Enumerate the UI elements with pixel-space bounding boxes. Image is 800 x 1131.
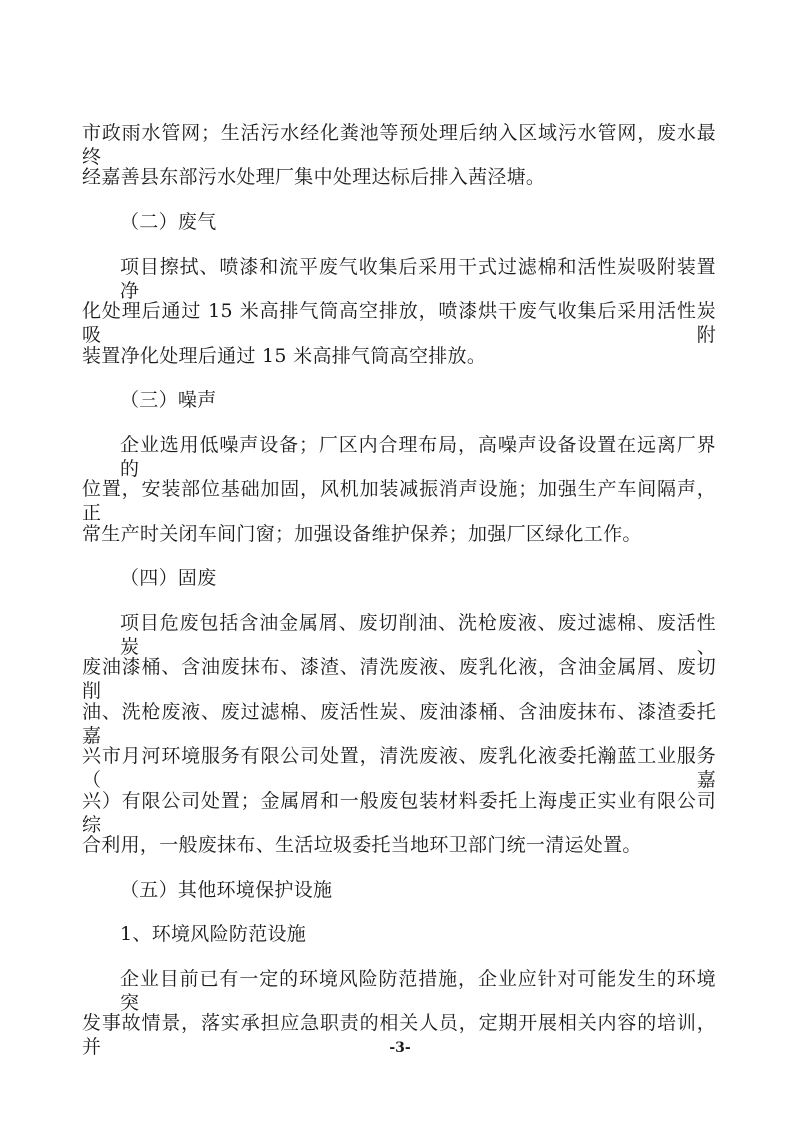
section-heading: （五）其他环境保护设施 (120, 879, 333, 901)
body-line: 企业目前已有一定的环境风险防范措施，企业应针对可能发生的环境突 (120, 968, 716, 1014)
body-line: 位置，安装部位基础加固，风机加装减振消声设施；加强生产车间隔声，正 (82, 478, 716, 524)
body-line: 市政雨水管网；生活污水经化粪池等预处理后纳入区域污水管网，废水最终 (82, 122, 716, 168)
body-line: 油、洗枪废液、废过滤棉、废活性炭、废油漆桶、含油废抹布、漆渣委托嘉 (82, 701, 716, 747)
body-line: 项目擦拭、喷漆和流平废气收集后采用干式过滤棉和活性炭吸附装置净 (120, 256, 716, 302)
body-line: 装置净化处理后通过 15 米高排气筒高空排放。 (82, 345, 487, 367)
page-number: -3- (389, 1040, 411, 1056)
section-heading: （三）噪声 (120, 389, 217, 411)
body-line: 经嘉善县东部污水处理厂集中处理达标后排入茜泾塘。 (82, 166, 546, 188)
subsection-heading: 1、环境风险防范设施 (120, 923, 307, 945)
body-line: 常生产时关闭车间门窗；加强设备维护保养；加强厂区绿化工作。 (82, 523, 642, 545)
body-line: 企业选用低噪声设备；厂区内合理布局，高噪声设备设置在远离厂界的 (120, 434, 716, 480)
body-line: 合利用，一般废抹布、生活垃圾委托当地环卫部门统一清运处置。 (82, 834, 642, 856)
body-line: 发事故情景，落实承担应急职责的相关人员，定期开展相关内容的培训，并 (82, 1012, 716, 1058)
body-line: 兴）有限公司处置；金属屑和一般废包装材料委托上海虔正实业有限公司综 (82, 790, 716, 836)
section-heading: （四）固废 (120, 567, 217, 589)
section-heading: （二）废气 (120, 211, 217, 233)
body-line: 兴市月河环境服务有限公司处置，清洗废液、废乳化液委托瀚蓝工业服务（嘉 (82, 745, 716, 791)
body-line: 废油漆桶、含油废抹布、漆渣、清洗废液、废乳化液，含油金属屑、废切削 (82, 656, 716, 702)
body-line: 化处理后通过 15 米高排气筒高空排放，喷漆烘干废气收集后采用活性炭吸附 (82, 300, 716, 346)
body-line: 项目危废包括含油金属屑、废切削油、洗枪废液、废过滤棉、废活性炭、 (120, 612, 716, 658)
